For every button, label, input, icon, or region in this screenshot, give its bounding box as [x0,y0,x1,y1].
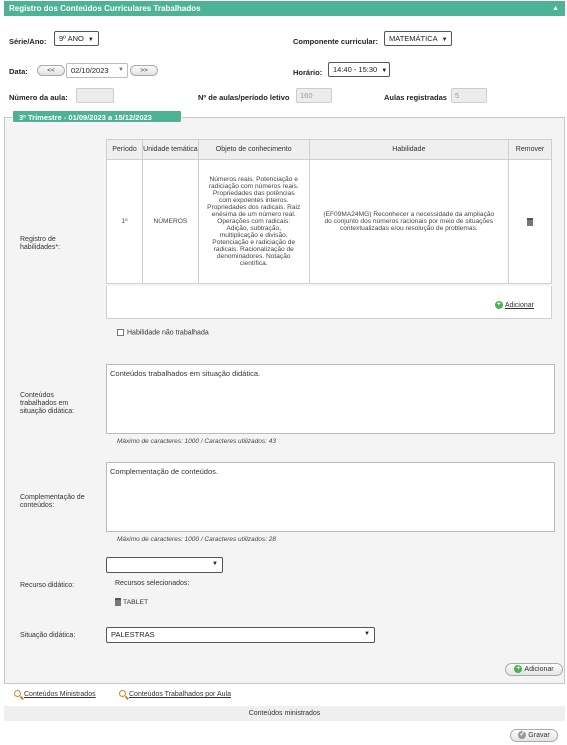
cell-unidade: NÚMEROS [142,160,198,284]
cell-remover [509,160,552,284]
col-unidade: Unidade temática [142,140,198,160]
nao-trabalhada-checkbox[interactable] [117,329,124,336]
conteudos-textarea[interactable]: Conteúdos trabalhados em situação didática. [106,364,555,434]
chevron-down-icon: ▼ [364,631,370,637]
conteudos-label: Conteúdos trabalhados em situação didática: [20,392,75,415]
complementacao-hint: Máximo de caracteres: 1000 / Caracteres utilizados: 28 [117,536,276,543]
plus-icon: + [496,300,501,308]
cell-periodo: 1º [107,160,143,284]
page-title: Registro dos Conteúdos Curriculares Trabalhados [9,4,201,13]
save-icon: ✓ [519,731,526,739]
conteudos-por-aula-link[interactable]: Conteúdos Trabalhados por Aula [119,689,231,698]
panel-add-button[interactable]: + Adicionar [505,663,563,676]
chevron-down-icon: ▼ [381,68,388,74]
habilidades-table [106,139,552,284]
col-objeto: Objeto de conhecimento [198,140,309,160]
serie-select[interactable]: 9º ANO ▼ [54,31,99,46]
search-icon [14,690,21,697]
trash-icon[interactable] [527,218,533,226]
recurso-label: Recurso didático: [20,582,75,589]
search-icon [119,690,126,697]
habilidades-add-row [106,286,552,319]
numero-aula-label: Número da aula: [9,93,68,102]
trimester-tab[interactable]: 3º Trimestre - 01/09/2023 a 15/12/2023 [12,110,182,123]
recurso-item: TABLET [115,598,148,606]
chevron-down-icon: ▼ [441,37,448,43]
plus-icon: + [516,665,521,673]
serie-label: Série/Ano: [9,37,47,46]
habilidades-label: Registro de habilidades*: [20,236,61,251]
table-row [107,160,552,284]
col-remover: Remover [509,140,552,160]
horario-label: Horário: [293,68,323,77]
componente-select[interactable]: MATEMÁTICA ▼ [384,31,452,46]
recurso-select[interactable] [106,557,223,573]
chevron-down-icon: ▼ [212,561,218,567]
componente-label: Componente curricular: [293,37,379,46]
next-date-button[interactable]: >> [130,65,158,76]
conteudos-ministrados-link[interactable]: Conteúdos Ministrados [14,689,96,698]
calendar-dropdown-icon: ▼ [118,67,124,73]
chevron-down-icon: ▼ [87,37,94,43]
conteudos-hint: Máximo de caracteres: 1000 / Caracteres utilizados: 43 [117,438,276,445]
ministrados-header: Conteúdos ministrados [4,706,565,721]
cell-objeto: Números reais. Potenciação e radiciação com números reais. Propriedades das potências com expoentes inteiros. Propriedades dos radicais. Raiz enésima de um número real. Operações com radicais: Adição, subtração, multiplicação e divisão. Potenciação e radiciação de radicais. Racionalização de denominadores. Notação científica. [198,160,309,284]
triangle-up-icon[interactable]: ▲ [552,5,559,12]
date-input[interactable]: 02/10/2023 ▼ [66,63,128,78]
situacao-label: Situação didática: [20,632,76,639]
aulas-periodo-label: Nº de aulas/período letivo [198,93,290,102]
situacao-select[interactable]: PALESTRAS ▼ [106,627,375,643]
col-habilidade: Habilidade [309,140,508,160]
cell-habilidade: (EF09MA24MG) Reconhecer a necessidade da ampliação do conjunto dos números racionais por meio de situações contextualizadas e/ou resolução de problemas. [309,160,508,284]
add-habilidade-link[interactable]: + Adicionar [496,300,534,309]
recursos-selecionados-label: Recursos selecionados: [115,580,190,587]
trash-icon[interactable] [115,598,121,606]
complementacao-label: Complementação de conteúdos: [20,494,85,509]
page-title-bar [4,1,565,16]
numero-aula-input[interactable] [76,88,114,103]
col-periodo: Período [107,140,143,160]
nao-trabalhada-option[interactable]: Habilidade não trabalhada [117,329,209,336]
previous-date-button[interactable]: << [37,65,65,76]
data-label: Data: [9,67,28,76]
aulas-periodo-input: 160 [296,88,332,103]
save-button[interactable]: ✓ Gravar [510,729,558,742]
horario-select[interactable]: 14:40 - 15:30 ▼ [328,62,390,77]
aulas-registradas-label: Aulas registradas [384,93,447,102]
complementacao-textarea[interactable]: Complementação de conteúdos. [106,462,555,532]
aulas-registradas-input: 5 [451,88,487,103]
